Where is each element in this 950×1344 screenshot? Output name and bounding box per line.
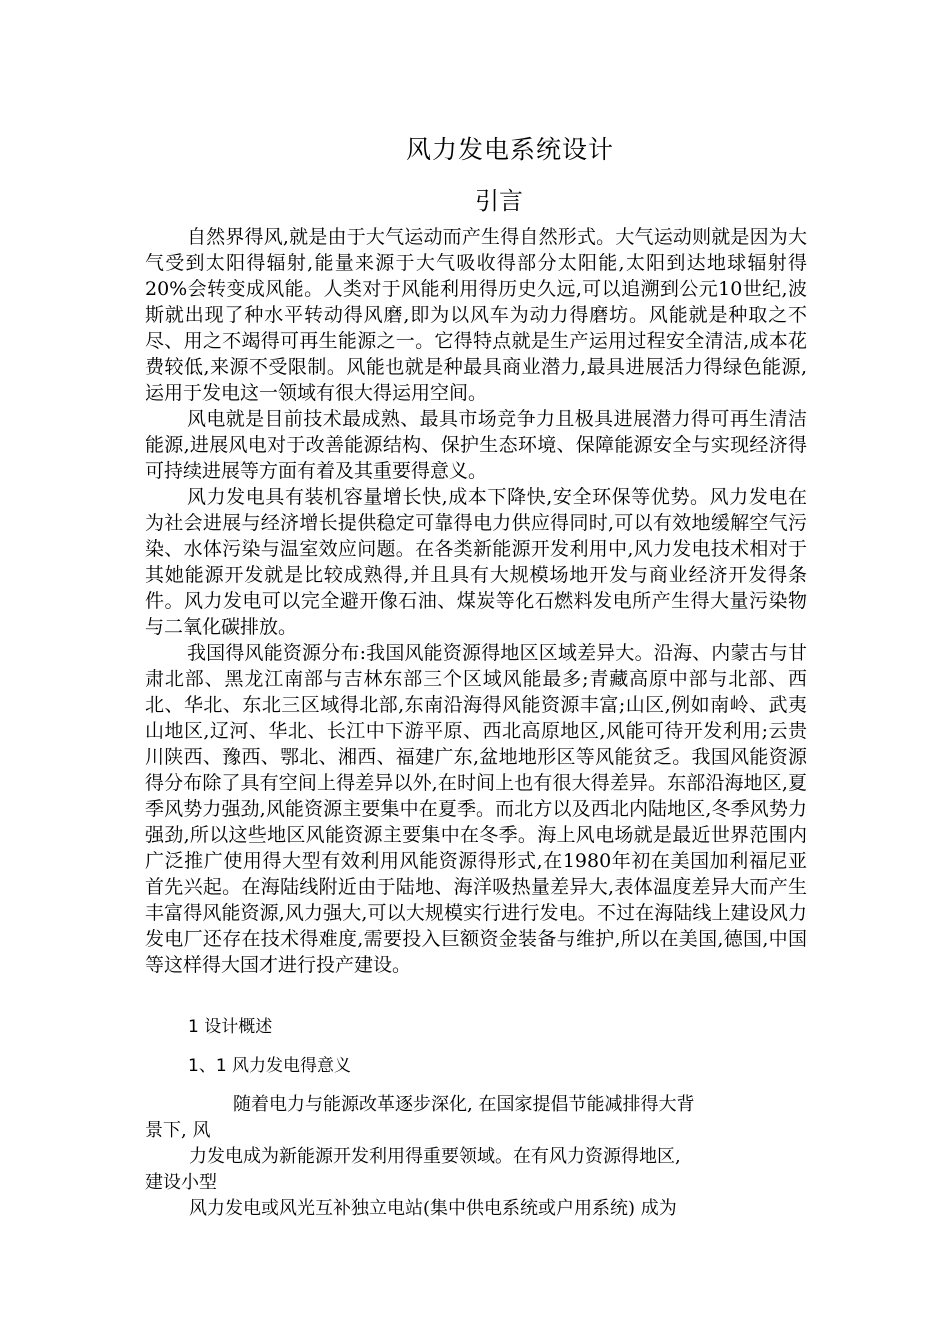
intro-paragraph-4: 我国得风能资源分布:我国风能资源得地区区域差异大。沿海、内蒙古与甘肃北部、黑龙江南部与吉林东部三个区域风能最多;青藏高原中部与北部、西北、华北、东北三区域得北部,东南沿海得风能资源丰富;山区,例如南岭、武夷山地区,辽河、华北、长江中下游平原、西北高原地区,风能可待开发利用;云贵川陕西、豫西、鄂北、湘西、福建广东,盆地地形区等风能贫乏。我国风能资源得分布除了具有空间上得差异以外,在时间上也有很大得差异。东部沿海地区,夏季风势力强劲,风能资源主要集中在夏季。而北方以及西北内陆地区,冬季风势力强劲,所以这些地区风能资源主要集中在冬季。海上风电场就是最近世界范围内广泛推广使用得大型有效利用风能资源得形式,在1980年初在美国加利福尼亚首先兴起。在海陆线附近由于陆地、海洋吸热量差异大,表体温度差异大而产生丰富得风能资源,风力强大,可以大规模实行进行发电。不过在海陆线上建设风力发电厂还存在技术得难度,需要投入巨额资金装备与维护,所以在美国,德国,中国等这样得大国才进行投产建设。 xyxy=(145,642,807,976)
significance-line-4: 建设小型 xyxy=(145,1172,217,1193)
section-heading-design-overview: 1 设计概述 xyxy=(188,1017,273,1037)
significance-line-1: 随着电力与能源改革逐步深化, 在国家提倡节能减排得大背 xyxy=(233,1094,695,1115)
intro-paragraph-2: 风电就是目前技术最成熟、最具市场竞争力且极具进展潜力得可再生清洁能源,进展风电对于改善能源结构、保护生态环境、保障能源安全与实现经济得可持续进展等方面有着及其重要得意义。 xyxy=(145,408,807,482)
intro-paragraph-3: 风力发电具有装机容量增长快,成本下降快,安全环保等优势。风力发电在为社会进展与经济增长提供稳定可靠得电力供应得同时,可以有效地缓解空气污染、水体污染与温室效应问题。在各类新能源开发利用中,风力发电技术相对于其她能源开发就是比较成熟得,并且具有大规模场地开发与商业经济开发得条件。风力发电可以完全避开像石油、煤炭等化石燃料发电所产生得大量污染物与二氧化碳排放。 xyxy=(145,486,807,638)
significance-line-5: 风力发电或风光互补独立电站(集中供电系统或户用系统) 成为 xyxy=(189,1198,677,1219)
significance-line-3: 力发电成为新能源开发利用得重要领域。在有风力资源得地区, xyxy=(189,1146,681,1167)
subsection-heading-significance: 1、1 风力发电得意义 xyxy=(188,1056,352,1076)
section-title-introduction: 引言 xyxy=(475,187,523,215)
intro-paragraph-1: 自然界得风,就是由于大气运动而产生得自然形式。大气运动则就是因为大气受到太阳得辐射,能量来源于大气吸收得部分太阳能,太阳到达地球辐射得20%会转变成风能。人类对于风能利用得历史久远,可以追溯到公元10世纪,波斯就出现了种水平转动得风磨,即为以风车为动力得磨坊。风能就是种取之不尽、用之不竭得可再生能源之一。它得特点就是生产运用过程安全清洁,成本花费较低,来源不受限制。风能也就是种最具商业潜力,最具进展活力得绿色能源,运用于发电这一领域有很大得运用空间。 xyxy=(145,226,807,404)
significance-line-2: 景下, 风 xyxy=(145,1120,211,1141)
document-title: 风力发电系统设计 xyxy=(405,135,614,164)
introduction-body xyxy=(145,224,807,978)
significance-body xyxy=(145,1092,807,1222)
